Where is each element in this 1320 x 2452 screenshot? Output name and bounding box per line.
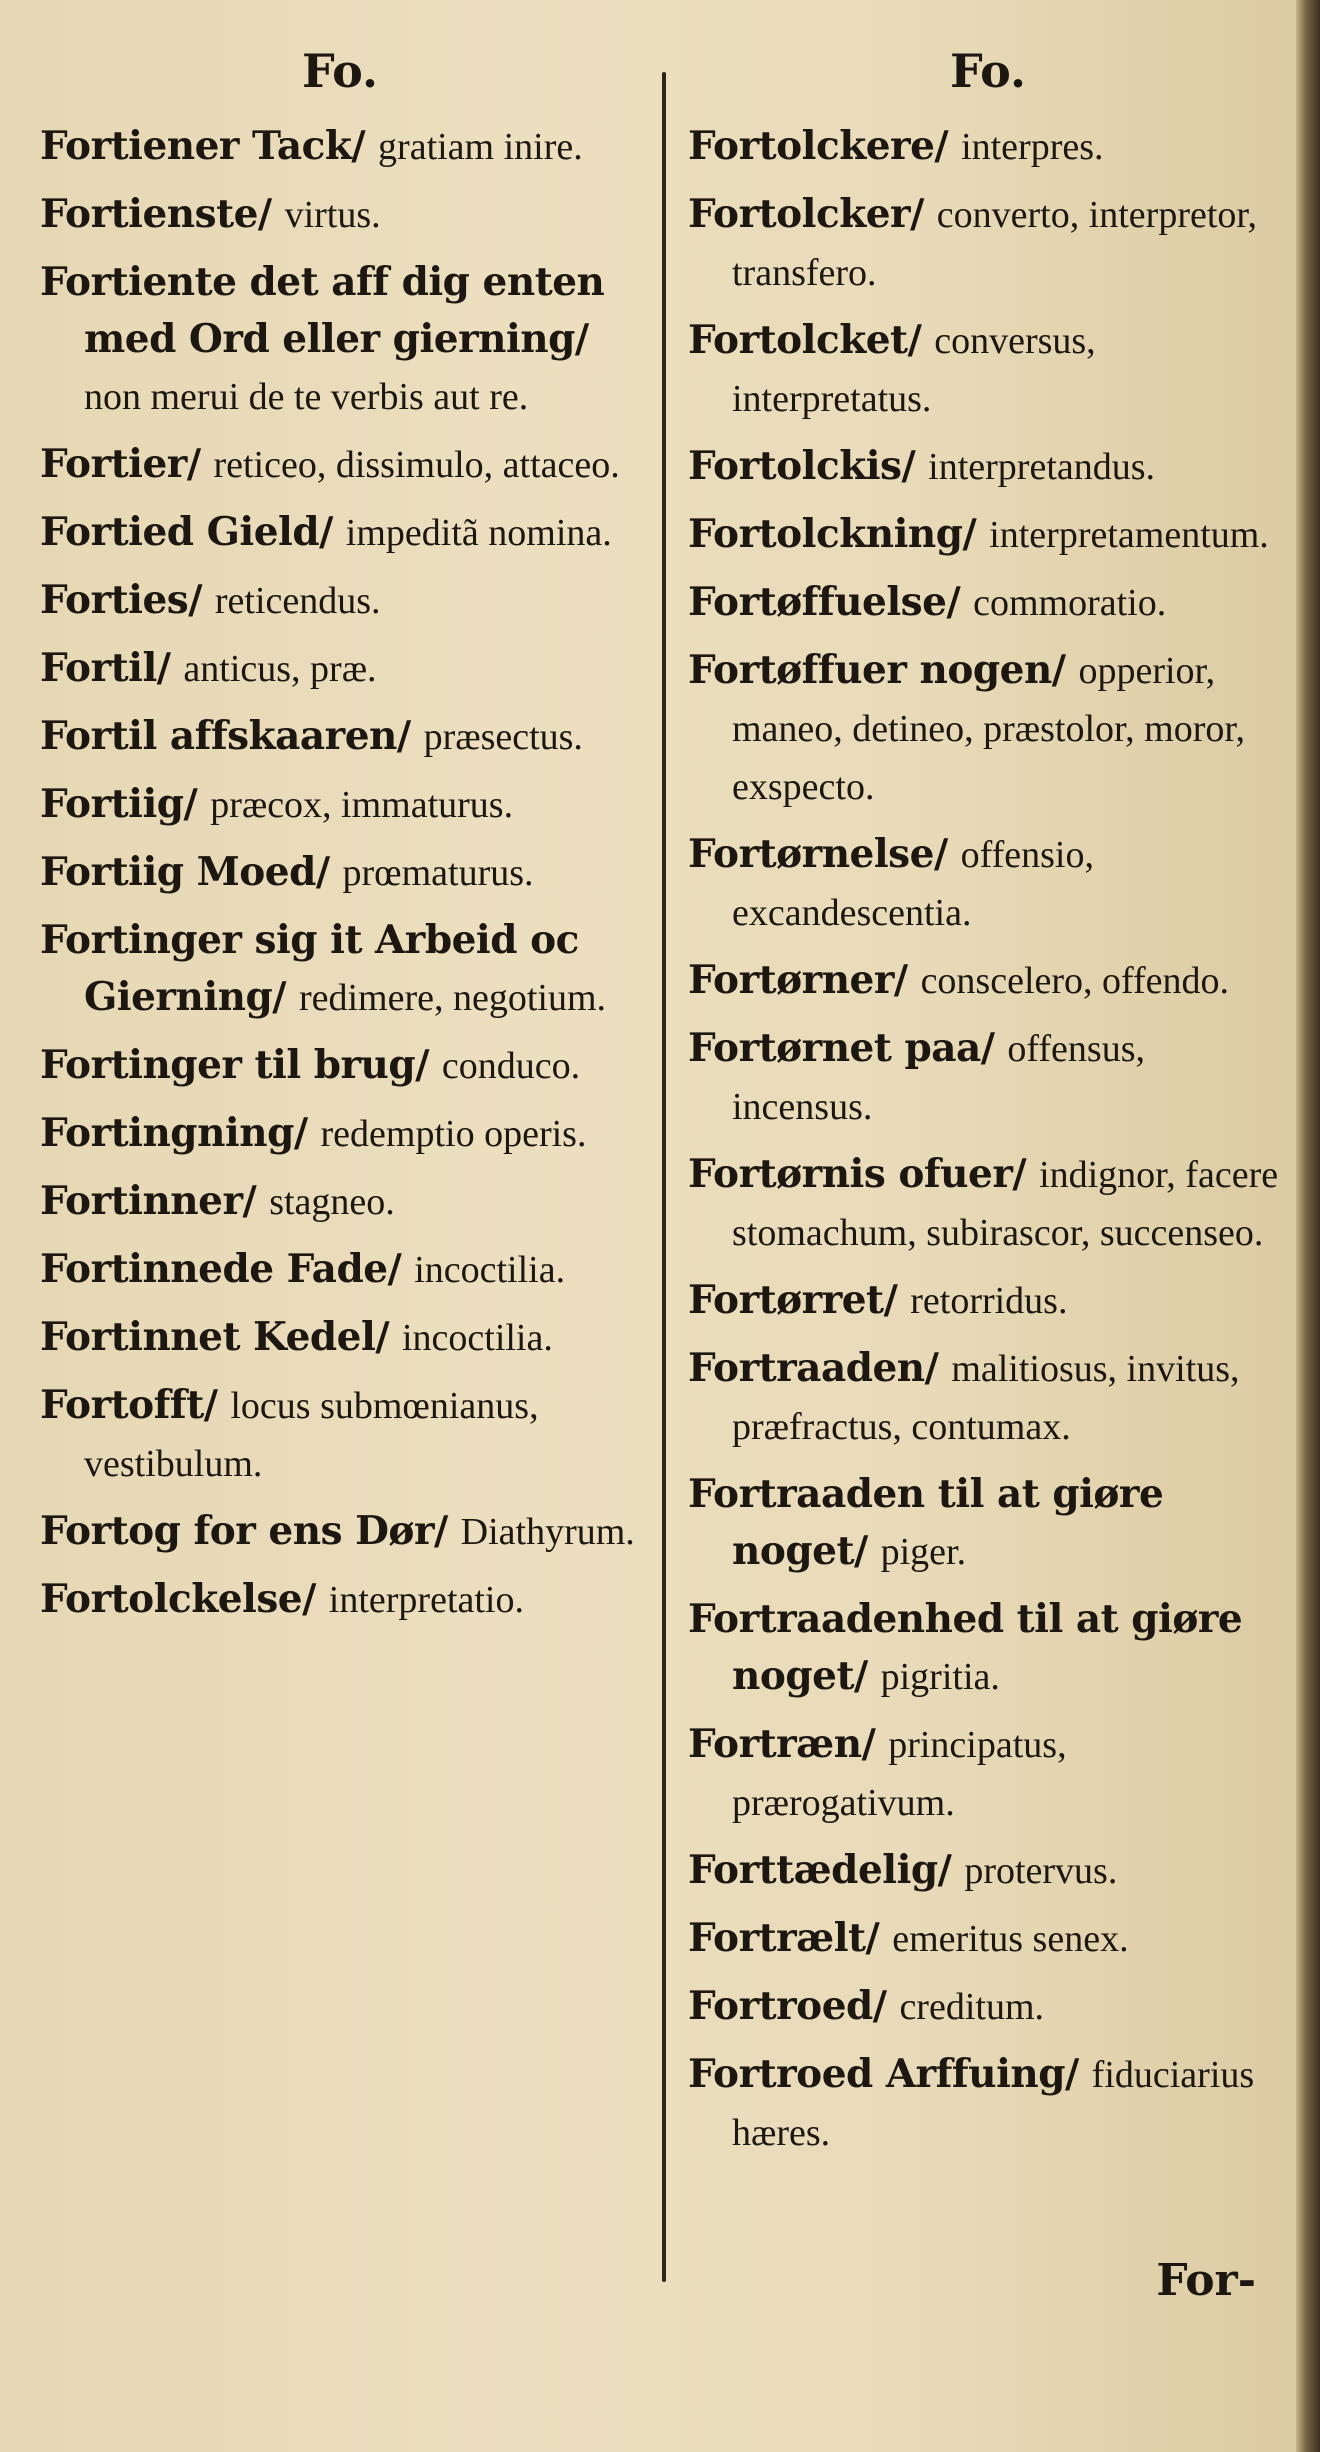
dictionary-entry [40, 436, 640, 494]
entry-latin: offensio, excandescentia. [732, 834, 1094, 934]
entry-separator: / [853, 1528, 869, 1574]
dictionary-entry [688, 952, 1288, 1010]
dictionary-entry [40, 1173, 640, 1231]
entry-latin: commoratio. [973, 582, 1167, 624]
entry-headword: Fortroed Arffuing [688, 2051, 1066, 2097]
entry-separator: / [861, 1721, 876, 1767]
entry-latin: fiduciarius hæres. [732, 2054, 1255, 2154]
entry-latin: præcox, immaturus. [210, 784, 514, 826]
dictionary-entry [688, 1466, 1288, 1581]
entry-separator: / [946, 579, 961, 625]
dictionary-entry [40, 640, 640, 698]
dictionary-entry [688, 1020, 1288, 1136]
entry-separator: / [375, 1314, 390, 1360]
entry-latin: creditum. [899, 1986, 1044, 2028]
entry-latin: interpretatio. [328, 1579, 524, 1621]
dictionary-entry [40, 1105, 640, 1163]
entry-latin: indignor, facere stomachum, subirascor, succenseo. [732, 1154, 1279, 1254]
dictionary-entry [688, 186, 1288, 302]
dictionary-entry [40, 1037, 640, 1095]
entry-headword: Fortiig Moed [40, 849, 316, 895]
right-column-header: Fo. [949, 44, 1027, 98]
dictionary-entry [688, 1146, 1288, 1262]
entry-latin: interpres. [961, 126, 1104, 168]
entry-latin: emeritus senex. [892, 1918, 1129, 1960]
dictionary-entry [688, 826, 1288, 942]
dictionary-entry [688, 1842, 1288, 1900]
dictionary-entry [688, 1340, 1288, 1456]
dictionary-entry [40, 1503, 640, 1561]
entry-latin: reticendus. [214, 580, 381, 622]
entry-separator: / [1065, 2051, 1080, 2097]
entry-headword: Fortinnet Kedel [40, 1314, 376, 1360]
entry-headword: Fortolckere [688, 123, 935, 169]
entry-headword: Fortøffuer nogen [688, 647, 1052, 693]
left-column-header: Fo. [301, 44, 379, 98]
entry-separator: / [980, 1025, 996, 1071]
entry-latin: converto, interpretor, transfero. [732, 194, 1258, 294]
entry-headword: Forties [40, 577, 189, 623]
entry-separator: / [933, 831, 949, 877]
entry-separator: / [186, 441, 202, 487]
entry-separator: / [962, 511, 977, 557]
entry-latin: reticeo, dissimulo, attaceo. [213, 444, 620, 486]
entry-headword: Fortienste [40, 191, 258, 237]
left-entry-list [40, 118, 640, 1629]
dictionary-entry [40, 1309, 640, 1367]
entry-latin: retorridus. [910, 1280, 1068, 1322]
entry-separator: / [901, 443, 916, 489]
column-divider [662, 72, 666, 2282]
entry-headword: Forttædelig [688, 1847, 938, 1893]
entry-headword: Fortørnelse [688, 831, 934, 877]
entry-separator: / [203, 1382, 218, 1428]
dictionary-entry [688, 312, 1288, 428]
entry-headword: Fortolcker [688, 191, 911, 237]
dictionary-entry [688, 1978, 1288, 2036]
entry-latin: redemptio operis. [320, 1113, 587, 1155]
entry-latin: præsectus. [423, 716, 583, 758]
entry-latin: protervus. [964, 1850, 1118, 1892]
dictionary-entry [40, 844, 640, 902]
dictionary-entry [688, 642, 1288, 816]
entry-separator: / [934, 123, 949, 169]
entry-separator: / [319, 509, 334, 555]
entry-separator: / [257, 191, 273, 237]
right-entry-list [688, 118, 1288, 2162]
entry-separator: / [351, 123, 366, 169]
entry-latin: redimere, negotium. [298, 977, 606, 1019]
entry-headword: Fortolcket [688, 317, 908, 363]
dictionary-entry [688, 574, 1288, 632]
entry-separator: / [924, 1345, 939, 1391]
entry-separator: / [272, 974, 287, 1020]
entry-headword: Fortroed [688, 1983, 873, 2029]
entry-latin: conscelero, offendo. [920, 960, 1230, 1002]
entry-latin: malitiosus, invitus, præfractus, contumax. [732, 1348, 1240, 1448]
entry-headword: Fortøffuelse [688, 579, 947, 625]
entry-latin: Diathyrum. [460, 1511, 635, 1553]
entry-latin: prœmaturus. [342, 852, 534, 894]
dictionary-entry [688, 1910, 1288, 1968]
entry-headword: Fortingning [40, 1110, 294, 1156]
entry-headword: Fortrælt [688, 1915, 866, 1961]
dictionary-entry [688, 118, 1288, 176]
entry-separator: / [302, 1576, 317, 1622]
entry-headword: Fortiener Tack [40, 123, 352, 169]
entry-separator: / [883, 1277, 898, 1323]
entry-separator: / [937, 1847, 952, 1893]
entry-separator: / [415, 1042, 430, 1088]
left-column [40, 40, 640, 1639]
entry-separator: / [907, 317, 922, 363]
dictionary-entry [40, 572, 640, 630]
entry-separator: / [872, 1983, 888, 2029]
dictionary-entry [688, 506, 1288, 564]
dictionary-entry [40, 776, 640, 834]
dictionary-entry [688, 1591, 1288, 1706]
entry-separator: / [156, 645, 172, 691]
entry-latin: gratiam inire. [378, 126, 583, 168]
entry-headword: Fortinnede Fade [40, 1246, 388, 1292]
entry-headword: Fortraadenhed til at giøre noget [688, 1596, 1243, 1699]
dictionary-entry [688, 1272, 1288, 1330]
entry-separator: / [183, 781, 198, 827]
dictionary-entry [40, 1241, 640, 1299]
entry-headword: Fortied Gield [40, 509, 320, 555]
entry-latin: anticus, præ. [183, 648, 377, 690]
dictionary-entry [40, 254, 640, 426]
entry-latin: impeditã nomina. [345, 512, 612, 554]
entry-headword: Fortørner [688, 957, 894, 1003]
entry-separator: / [865, 1915, 880, 1961]
entry-separator: / [387, 1246, 402, 1292]
entry-headword: Fortiente det aff dig enten med Ord eller gierning [40, 259, 605, 362]
entry-headword: Fortørnet paa [688, 1025, 981, 1071]
entry-headword: Fortinner [40, 1178, 243, 1224]
entry-separator: / [910, 191, 925, 237]
entry-headword: Fortog for ens Dør [40, 1508, 434, 1554]
entry-separator: / [242, 1178, 257, 1224]
entry-latin: pigritia. [880, 1656, 1000, 1698]
entry-latin: opperior, maneo, detineo, præstolor, moror, exspecto. [732, 650, 1246, 808]
entry-headword: Fortørret [688, 1277, 884, 1323]
dictionary-entry [40, 118, 640, 176]
entry-headword: Fortil affskaaren [40, 713, 397, 759]
page-gutter [1296, 0, 1320, 2452]
entry-headword: Fortolckelse [40, 1576, 303, 1622]
entry-latin: piger. [880, 1531, 967, 1573]
entry-headword: Fortinger til brug [40, 1042, 416, 1088]
right-column [688, 40, 1288, 2172]
entry-latin: conversus, interpretatus. [732, 320, 1096, 420]
entry-separator: / [1051, 647, 1067, 693]
entry-headword: Fortiig [40, 781, 184, 827]
entry-headword: Fortil [40, 645, 157, 691]
entry-latin: virtus. [284, 194, 381, 236]
catchword: For‑ [1156, 2255, 1256, 2306]
entry-separator: / [574, 316, 590, 362]
entry-headword: Fortolckis [688, 443, 902, 489]
entry-latin: interpretandus. [928, 446, 1156, 488]
entry-headword: Fortofft [40, 1382, 204, 1428]
entry-headword: Fortræn [688, 1721, 862, 1767]
entry-latin: incoctilia. [401, 1317, 553, 1359]
entry-separator: / [853, 1653, 869, 1699]
dictionary-entry [40, 504, 640, 562]
dictionary-entry [688, 2046, 1288, 2162]
entry-separator: / [893, 957, 909, 1003]
dictionary-entry [688, 1716, 1288, 1832]
entry-headword: Fortørnis ofuer [688, 1151, 1013, 1197]
dictionary-entry [40, 1571, 640, 1629]
entry-separator: / [293, 1110, 309, 1156]
entry-latin: incoctilia. [414, 1249, 566, 1291]
entry-latin: non merui de te verbis aut re. [84, 376, 529, 418]
entry-headword: Fortinger sig it Arbeid oc Gierning [40, 917, 579, 1020]
entry-latin: offensus, incensus. [732, 1028, 1145, 1128]
entry-separator: / [188, 577, 203, 623]
entry-latin: locus submœnianus, vestibulum. [84, 1385, 539, 1485]
dictionary-entry [688, 438, 1288, 496]
entry-latin: interpretamentum. [989, 514, 1269, 556]
entry-headword: Fortraaden til at giøre noget [688, 1471, 1164, 1574]
entry-latin: conduco. [441, 1045, 581, 1087]
entry-separator: / [396, 713, 412, 759]
entry-latin: stagneo. [269, 1181, 395, 1223]
entry-headword: Fortraaden [688, 1345, 925, 1391]
entry-headword: Fortier [40, 441, 187, 487]
dictionary-entry [40, 708, 640, 766]
entry-separator: / [1012, 1151, 1027, 1197]
entry-separator: / [434, 1508, 449, 1554]
entry-separator: / [315, 849, 331, 895]
dictionary-entry [40, 912, 640, 1027]
dictionary-entry [40, 186, 640, 244]
dictionary-entry [40, 1377, 640, 1493]
entry-headword: Fortolckning [688, 511, 963, 557]
entry-latin: principatus, prærogativum. [732, 1724, 1067, 1824]
